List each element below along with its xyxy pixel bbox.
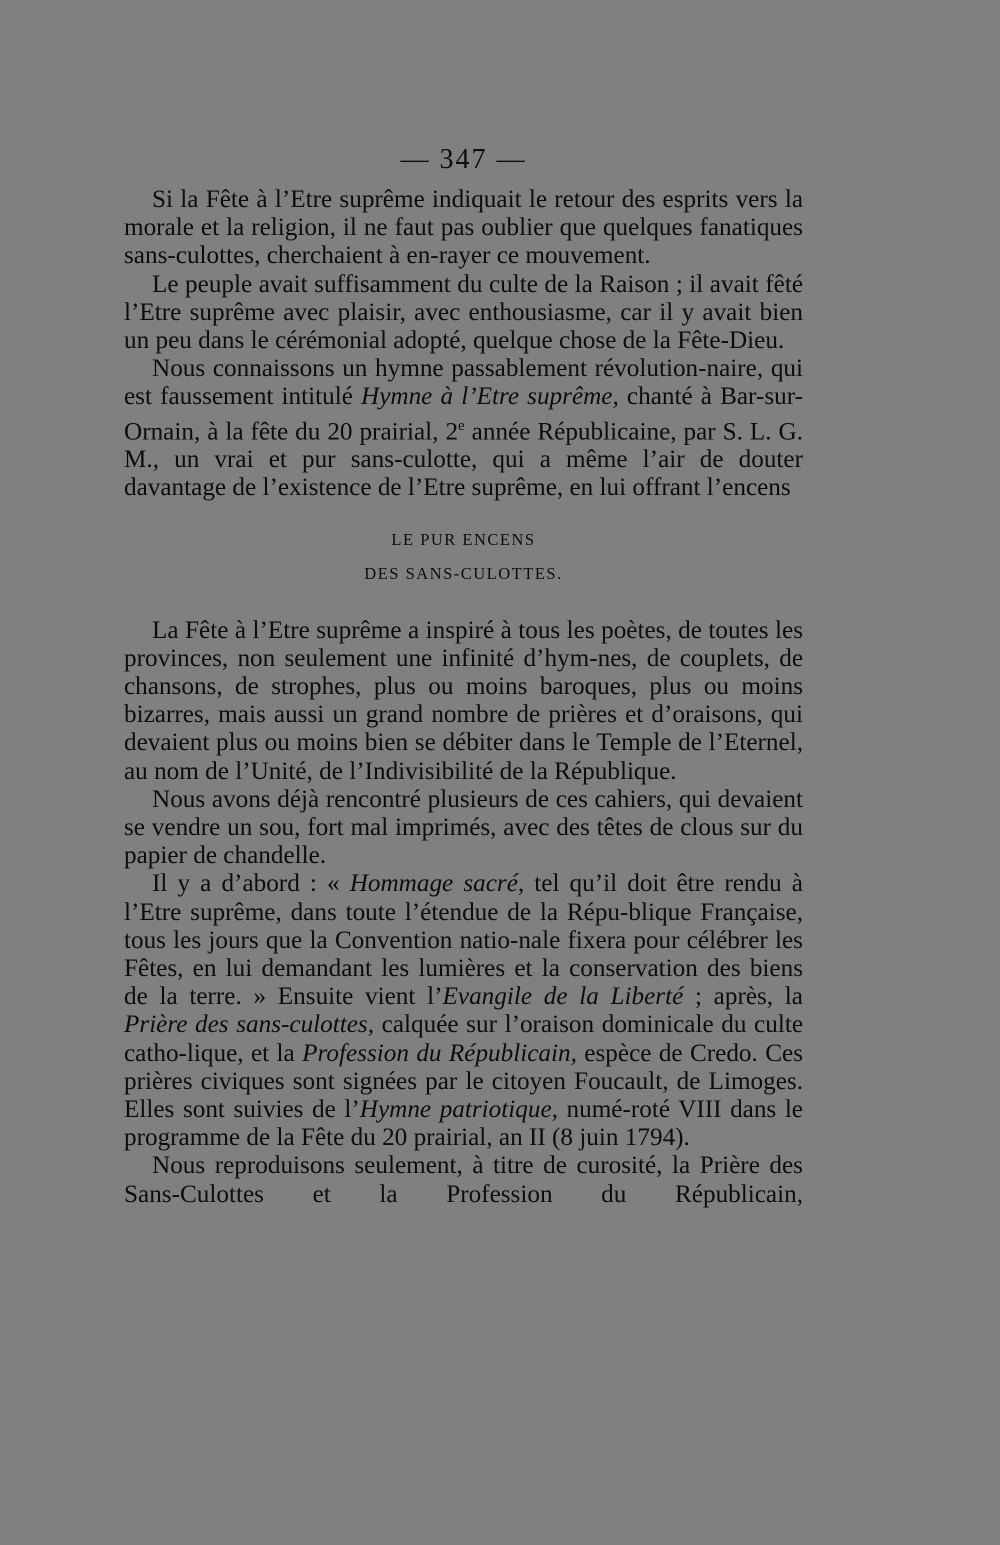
paragraph-2: Le peuple avait suffisamment du culte de la Raison ; il avait fêté l’Etre suprême avec plaisir, avec enthousiasme, car il y avait bien un peu dans le cérémonial adopté, quelque chose de la Fête-Dieu.	[124, 270, 803, 355]
paragraph-1: Si la Fête à l’Etre suprême indiquait le retour des esprits vers la morale et la religion, il ne faut pas oublier que quelques fanatiques sans-culottes, cherchaient à en-rayer ce mouvement.	[124, 186, 803, 270]
paragraph-5: Nous avons déjà rencontré plusieurs de ces cahiers, qui devaient se vendre un sou, fort mal imprimés, avec des têtes de clous sur du papier de chandelle.	[124, 785, 803, 870]
page-body	[124, 138, 803, 1209]
paragraph-3: Nous connaissons un hymne passablement révolution-naire, qui est faussement intitulé Hymne à l’Etre suprême, chanté à Bar-sur-Ornain, à la fête du 20 prairial, 2e année Républicaine, par S. L. G. M., un vrai et pur sans-culotte, qui a même l’air de douter davantage de l’existence de l’Etre suprême, en lui offrant l’encens	[124, 355, 804, 502]
paragraph-6: Il y a d’abord : « Hommage sacré, tel qu’il doit être rendu à l’Etre suprême, dans toute l’étendue de la Répu-blique Française, tous les jours que la Convention natio-nale fixera pour célébrer les Fêtes, en lui demandant les lumières et la conservation des biens de la terre. » Ensuite vient l’Evangile de la Liberté ; après, la Prière des sans-culottes, calquée sur l’oraison dominicale du culte catho-lique, et la Profession du Républicain, espèce de Credo. Ces prières civiques sont signées par le citoyen Foucault, de Limoges. Elles sont suivies de l’Hymne patriotique, numé-roté VIII dans le programme de la Fête du 20 prairial, an II (8 juin 1794).	[124, 870, 803, 1152]
title-line-1: LE PUR ENCENS	[391, 529, 536, 549]
paragraph-4: La Fête à l’Etre suprême a inspiré à tous les poètes, de toutes les provinces, non seulement une infinité d’hym-nes, de couplets, de chansons, de strophes, plus ou moins baroques, plus ou moins bizarres, mais aussi un grand nombre de prières et d’oraisons, qui devaient plus ou moins bien se débiter dans le Temple de l’Eternel, au nom de l’Unité, de l’Indivisibilité de la République.	[124, 616, 803, 785]
page-number: — 347 —	[400, 144, 527, 175]
title-line-2: DES SANS-CULOTTES.	[364, 563, 563, 583]
paragraph-7: Nous reproduisons seulement, à titre de curosité, la Prière des Sans-Culottes et la Profession du Républicain,	[124, 1152, 803, 1208]
section-title	[124, 523, 803, 591]
